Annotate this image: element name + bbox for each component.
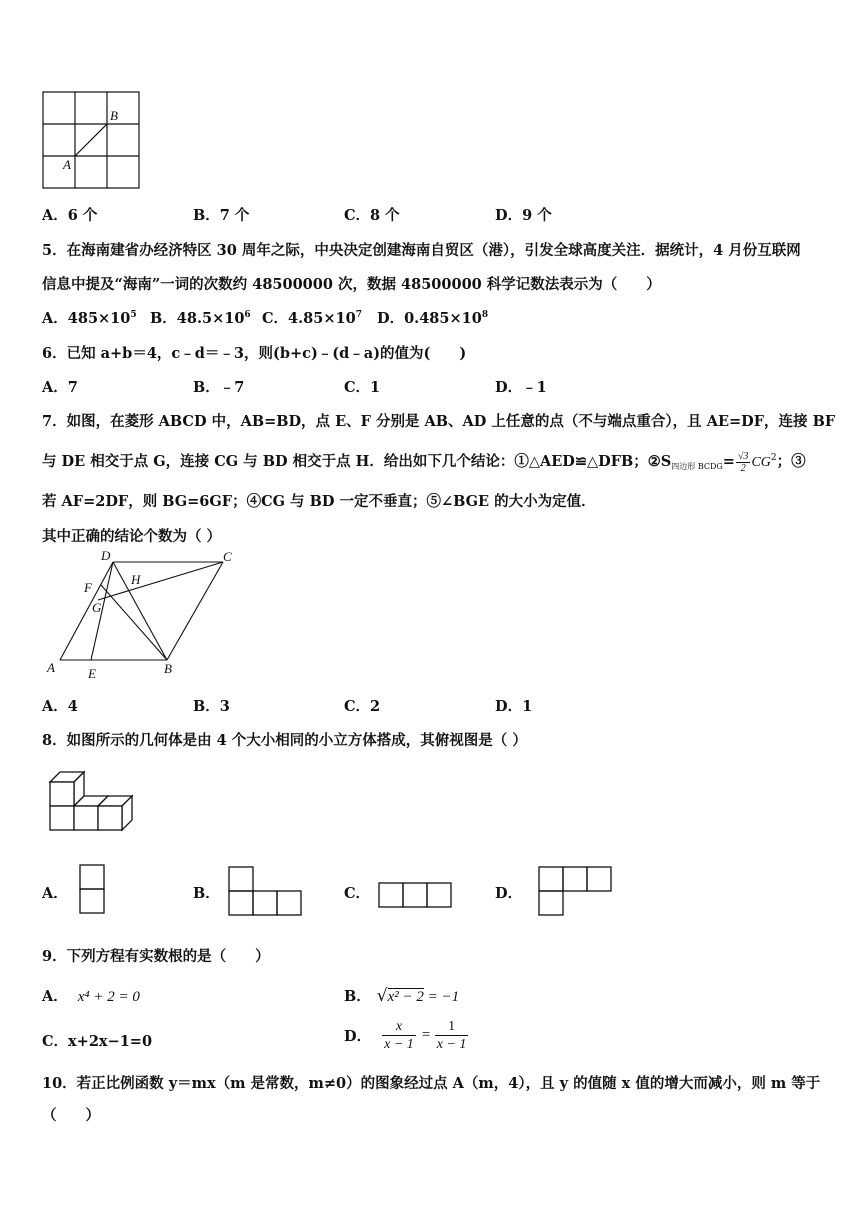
q7-line3: 若 AF=2DF，则 BG=6GF；④CG 与 BD 一定不垂直；⑤∠BGE 的大小为定值．: [42, 493, 596, 510]
q7-option-b: B．3: [193, 698, 230, 715]
q7-line2: 与 DE 相交于点 G，连接 CG 与 BD 相交于点 H．给出如下几个结论：①△AED≌△DFB；$②S_{四边形 BCDG}=$ $\frac{√3}{2}$ $CG^2$；③: [42, 450, 806, 474]
cubes-figure: [46, 768, 146, 838]
fig-label-d: D: [101, 548, 111, 563]
grid-label-a: A: [63, 157, 71, 172]
q8-option-b-view: [228, 866, 308, 918]
fig-label-g: G: [92, 600, 102, 615]
q4-option-b: B．7 个: [193, 207, 250, 224]
fig-label-h: H: [131, 572, 141, 587]
q8-option-a-view: [79, 864, 109, 916]
segment-ab: [75, 124, 107, 156]
q7-option-c: C．2: [344, 698, 381, 715]
grid-label-b: B: [110, 108, 118, 123]
q10-line2: （ ）: [42, 1107, 100, 1124]
q5-option-a: A．$485\times 10^5$: [42, 310, 137, 327]
q10-line1: 10．若正比例函数 y＝mx（m 是常数，m≠0）的图象经过点 A（m，4），且 y 的值随 x 值的增大而减小，则 m 等于: [42, 1075, 821, 1092]
q4-option-a: A．6 个: [42, 207, 98, 224]
q8-line1: 8．如图所示的几何体是由 4 个大小相同的小立方体搭成，其俯视图是（ ）: [42, 732, 527, 749]
q6-option-b: B．﹣7: [193, 379, 245, 396]
fig-label-f: F: [84, 580, 92, 595]
q8-option-d-view: [538, 866, 618, 918]
q8-option-d-label: D．: [495, 885, 523, 902]
q5-option-c: C．$4.85\times 10^7$: [262, 310, 362, 327]
rhombus-figure: [55, 558, 255, 678]
q7-line1: 7．如图，在菱形 ABCD 中，AB=BD，点 E、F 分别是 AB、AD 上任意的点（不与端点重合），且 AE=DF，连接 BF: [42, 413, 836, 430]
q8-option-c-label: C．: [344, 885, 371, 902]
grid-figure: [42, 91, 142, 191]
q9-line1: 9．下列方程有实数根的是（ ）: [42, 948, 270, 965]
q8-option-c-view: [378, 882, 458, 912]
q9-option-a: A． x⁴ + 2 = 0: [42, 988, 140, 1005]
q5-option-b: B．$48.5\times 10^6$: [150, 310, 251, 327]
q5-option-d: D．$0.485\times 10^8$: [377, 310, 489, 327]
q7-line4: 其中正确的结论个数为（ ）: [42, 528, 222, 545]
q8-option-b-label: B．: [193, 885, 220, 902]
q9-option-b: B． √x² − 2 = −1: [344, 986, 460, 1006]
q6-option-a: A．7: [42, 379, 78, 396]
q4-option-c: C．8 个: [344, 207, 400, 224]
q6-line1: 6．已知 a+b＝4，c﹣d＝﹣3，则(b+c)﹣(d﹣a)的值为( ): [42, 345, 467, 362]
fig-label-b: B: [164, 661, 172, 676]
fig-label-c: C: [223, 549, 232, 564]
fig-label-e: E: [88, 666, 96, 681]
q9-option-c: C．x+2x−1=0: [42, 1033, 153, 1050]
fig-label-a: A: [47, 660, 55, 675]
q5-line1: 5．在海南建省办经济特区 30 周年之际，中央决定创建海南自贸区（港），引发全球高度关注．据统计，4 月份互联网: [42, 242, 801, 259]
q9-option-d: D． $\frac{x}{x - 1}$ = $\frac{1}{x - 1}$: [344, 1019, 467, 1052]
q5-line2: 信息中提及“海南”一词的次数约 48500000 次，数据 48500000 科学记数法表示为（ ）: [42, 276, 661, 293]
q4-option-d: D．9 个: [495, 207, 552, 224]
q6-option-c: C．1: [344, 379, 381, 396]
side-ad: [60, 562, 113, 660]
q8-option-a-label: A．: [42, 885, 68, 902]
q7-option-a: A．4: [42, 698, 78, 715]
q6-option-d: D．﹣1: [495, 379, 547, 396]
q7-option-d: D．1: [495, 698, 533, 715]
